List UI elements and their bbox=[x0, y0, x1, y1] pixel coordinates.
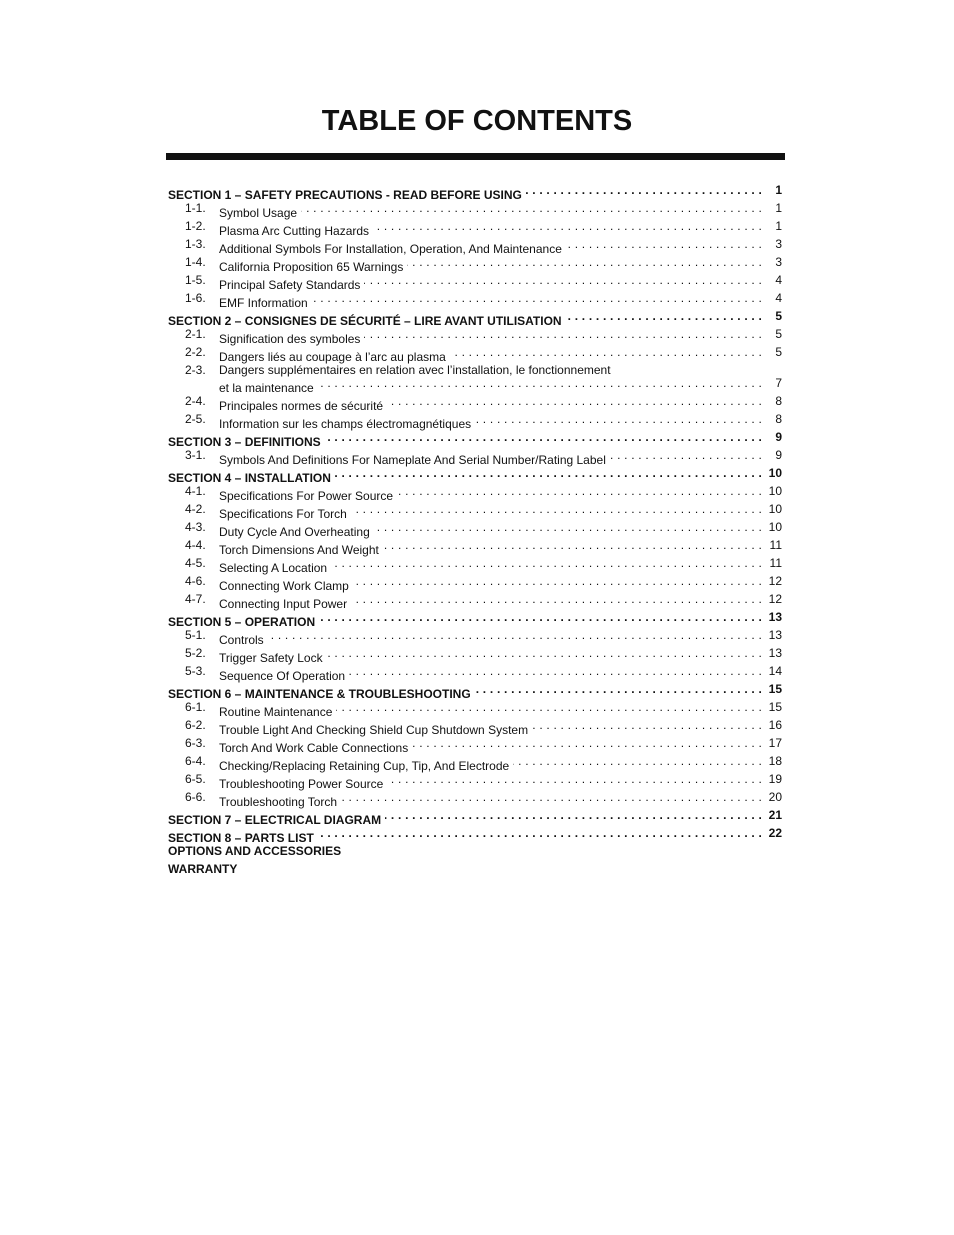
toc-section-entry[interactable] bbox=[168, 860, 782, 878]
toc-page-number: 1 bbox=[775, 201, 782, 215]
dot-leader bbox=[407, 253, 762, 271]
toc-page-number: 9 bbox=[775, 430, 782, 444]
toc-page-number: 9 bbox=[775, 448, 782, 462]
toc-subsection-entry[interactable] bbox=[168, 536, 782, 557]
dot-leader bbox=[364, 271, 762, 289]
toc-entry-number: 6-6. bbox=[185, 790, 206, 804]
toc-page-number: 21 bbox=[768, 808, 782, 822]
toc-entry-number: 1-6. bbox=[185, 291, 206, 305]
dot-leader bbox=[268, 626, 762, 644]
dot-leader bbox=[475, 680, 762, 698]
toc-entry-number: 1-5. bbox=[185, 273, 206, 287]
toc-subsection-entry[interactable] bbox=[168, 734, 782, 755]
toc-entry-label: Routine Maintenance bbox=[219, 703, 336, 721]
dot-leader bbox=[450, 343, 762, 361]
toc-entry-label: Symbols And Definitions For Nameplate And Serial Number/Rating Label bbox=[219, 451, 610, 469]
toc-page-number: 13 bbox=[768, 646, 782, 660]
toc-entry-number: 4-1. bbox=[185, 484, 206, 498]
toc-page-number: 20 bbox=[768, 790, 782, 804]
table-of-contents bbox=[168, 181, 782, 878]
toc-subsection-entry[interactable] bbox=[168, 325, 782, 346]
toc-entry-label: California Proposition 65 Warnings bbox=[219, 258, 407, 276]
toc-page-number: 12 bbox=[768, 574, 782, 588]
toc-entry-number: 4-6. bbox=[185, 574, 206, 588]
toc-page-number: 17 bbox=[768, 736, 782, 750]
toc-entry-number: 5-3. bbox=[185, 664, 206, 678]
toc-page-number: 10 bbox=[768, 484, 782, 498]
toc-page-number: 5 bbox=[775, 327, 782, 341]
dot-leader bbox=[312, 289, 762, 307]
toc-entry-number: 1-3. bbox=[185, 237, 206, 251]
toc-entry-number: 1-1. bbox=[185, 201, 206, 215]
dot-leader bbox=[353, 572, 762, 590]
title-rule bbox=[166, 153, 785, 160]
dot-leader bbox=[349, 662, 762, 680]
dot-leader bbox=[319, 608, 762, 626]
dot-leader bbox=[387, 770, 762, 788]
toc-entry-label: SECTION 2 – CONSIGNES DE SÉCURITÉ – LIRE AVANT UTILISATION bbox=[168, 312, 566, 330]
toc-entry-number: 6-5. bbox=[185, 772, 206, 786]
toc-entry-label-continued: et la maintenance bbox=[219, 379, 318, 397]
toc-page-number: 4 bbox=[775, 273, 782, 287]
toc-entry-label: SECTION 4 – INSTALLATION bbox=[168, 469, 335, 487]
toc-subsection-entry[interactable] bbox=[168, 500, 782, 521]
toc-entry-number: 4-5. bbox=[185, 556, 206, 570]
dot-leader bbox=[387, 392, 762, 410]
toc-page-number: 12 bbox=[768, 592, 782, 606]
dot-leader bbox=[513, 752, 762, 770]
toc-section-entry[interactable] bbox=[168, 428, 782, 449]
toc-page-number: 15 bbox=[768, 682, 782, 696]
toc-page-number: 22 bbox=[768, 826, 782, 840]
toc-page-number: 11 bbox=[769, 538, 782, 552]
toc-entry-label: Selecting A Location bbox=[219, 559, 331, 577]
toc-entry-label: Dangers liés au coupage à l’arc au plasma bbox=[219, 348, 450, 366]
dot-leader bbox=[397, 482, 762, 500]
toc-subsection-entry[interactable] bbox=[168, 626, 782, 647]
toc-entry-label: SECTION 7 – ELECTRICAL DIAGRAM bbox=[168, 811, 385, 829]
toc-subsection-entry[interactable] bbox=[168, 752, 782, 773]
toc-page-number: 5 bbox=[775, 309, 782, 323]
toc-subsection-entry[interactable] bbox=[168, 770, 782, 791]
toc-page-number: 7 bbox=[775, 376, 782, 390]
toc-page-number: 1 bbox=[775, 183, 782, 197]
toc-subsection-entry[interactable] bbox=[168, 343, 782, 364]
toc-entry-label: Duty Cycle And Overheating bbox=[219, 523, 374, 541]
dot-leader bbox=[532, 716, 762, 734]
toc-section-entry[interactable] bbox=[168, 608, 782, 629]
toc-entry-label: Specifications For Power Source bbox=[219, 487, 397, 505]
toc-subsection-entry[interactable] bbox=[168, 590, 782, 611]
toc-entry-label: Troubleshooting Torch bbox=[219, 793, 341, 811]
toc-entry-number: 5-2. bbox=[185, 646, 206, 660]
toc-entry-label: SECTION 6 – MAINTENANCE & TROUBLESHOOTING bbox=[168, 685, 475, 703]
toc-section-entry[interactable] bbox=[168, 806, 782, 827]
toc-entry-label: WARRANTY bbox=[168, 862, 238, 876]
toc-subsection-entry[interactable] bbox=[168, 554, 782, 575]
toc-subsection-entry[interactable] bbox=[168, 572, 782, 593]
toc-page-number: 13 bbox=[768, 610, 782, 624]
toc-subsection-entry[interactable] bbox=[168, 788, 782, 809]
toc-entry-label: Principales normes de sécurité bbox=[219, 397, 387, 415]
toc-page-number: 8 bbox=[775, 394, 782, 408]
toc-entry-label: Additional Symbols For Installation, Operation, And Maintenance bbox=[219, 240, 566, 258]
toc-entry-number: 6-1. bbox=[185, 700, 206, 714]
toc-entry-label: Principal Safety Standards bbox=[219, 276, 364, 294]
toc-entry-label: SECTION 8 – PARTS LIST bbox=[168, 829, 318, 847]
toc-entry-number: 2-2. bbox=[185, 345, 206, 359]
toc-subsection-entry[interactable] bbox=[168, 361, 782, 395]
toc-entry-label: SECTION 5 – OPERATION bbox=[168, 613, 319, 631]
toc-entry-label: Specifications For Torch bbox=[219, 505, 351, 523]
toc-subsection-entry[interactable] bbox=[168, 518, 782, 539]
toc-section-entry[interactable] bbox=[168, 680, 782, 701]
toc-entry-label: Connecting Work Clamp bbox=[219, 577, 353, 595]
toc-entry-number: 4-2. bbox=[185, 502, 206, 516]
toc-page-number: 19 bbox=[768, 772, 782, 786]
toc-entry-label: Sequence Of Operation bbox=[219, 667, 349, 685]
toc-entry-number: 5-1. bbox=[185, 628, 206, 642]
toc-page-number: 8 bbox=[775, 412, 782, 426]
toc-entry-number: 2-4. bbox=[185, 394, 206, 408]
toc-entry-label: Dangers supplémentaires en relation avec l’installation, le fonctionnement bbox=[219, 363, 611, 377]
toc-entry-label: Plasma Arc Cutting Hazards bbox=[219, 222, 373, 240]
toc-section-entry[interactable] bbox=[168, 307, 782, 328]
toc-page-number: 14 bbox=[768, 664, 782, 678]
dot-leader bbox=[566, 307, 762, 325]
toc-page-number: 16 bbox=[768, 718, 782, 732]
toc-subsection-entry[interactable] bbox=[168, 253, 782, 274]
dot-leader bbox=[301, 199, 762, 217]
toc-subsection-entry[interactable] bbox=[168, 199, 782, 220]
dot-leader bbox=[327, 644, 762, 662]
toc-page-number: 3 bbox=[775, 237, 782, 251]
toc-entry-number: 2-3. bbox=[185, 363, 206, 377]
dot-leader bbox=[566, 235, 762, 253]
toc-entry-number: 4-7. bbox=[185, 592, 206, 606]
toc-entry-number: 2-5. bbox=[185, 412, 206, 426]
toc-entry-label: Information sur les champs électromagnétiques bbox=[219, 415, 475, 433]
toc-entry-label: Checking/Replacing Retaining Cup, Tip, And Electrode bbox=[219, 757, 513, 775]
dot-leader bbox=[610, 446, 762, 464]
dot-leader bbox=[318, 374, 762, 392]
toc-entry-label: Controls bbox=[219, 631, 268, 649]
toc-entry-label: Signification des symboles bbox=[219, 330, 364, 348]
dot-leader bbox=[374, 518, 762, 536]
toc-subsection-entry[interactable] bbox=[168, 217, 782, 238]
toc-section-entry[interactable] bbox=[168, 842, 782, 860]
toc-section-entry[interactable] bbox=[168, 464, 782, 485]
dot-leader bbox=[526, 181, 762, 199]
toc-entry-number: 2-1. bbox=[185, 327, 206, 341]
toc-page-number: 3 bbox=[775, 255, 782, 269]
toc-entry-number: 4-3. bbox=[185, 520, 206, 534]
toc-entry-label: EMF Information bbox=[219, 294, 312, 312]
toc-subsection-entry[interactable] bbox=[168, 446, 782, 467]
toc-page-number: 1 bbox=[775, 219, 782, 233]
toc-subsection-entry[interactable] bbox=[168, 698, 782, 719]
toc-subsection-entry[interactable] bbox=[168, 716, 782, 737]
dot-leader bbox=[475, 410, 762, 428]
toc-entry-label: SECTION 3 – DEFINITIONS bbox=[168, 433, 325, 451]
toc-entry-number: 1-4. bbox=[185, 255, 206, 269]
toc-entry-number: 1-2. bbox=[185, 219, 206, 233]
dot-leader bbox=[325, 428, 762, 446]
toc-entry-number: 6-3. bbox=[185, 736, 206, 750]
toc-entry-number: 3-1. bbox=[185, 448, 206, 462]
toc-entry-label: Symbol Usage bbox=[219, 204, 301, 222]
page-title: TABLE OF CONTENTS bbox=[321, 105, 633, 137]
toc-page-number: 13 bbox=[768, 628, 782, 642]
toc-page-number: 11 bbox=[769, 556, 782, 570]
toc-subsection-entry[interactable] bbox=[168, 482, 782, 503]
toc-page-number: 18 bbox=[768, 754, 782, 768]
toc-page-number: 15 bbox=[768, 700, 782, 714]
toc-page-number: 5 bbox=[775, 345, 782, 359]
toc-page-number: 10 bbox=[768, 502, 782, 516]
toc-subsection-entry[interactable] bbox=[168, 392, 782, 413]
toc-subsection-entry[interactable] bbox=[168, 289, 782, 310]
toc-page-number: 10 bbox=[768, 466, 782, 480]
toc-subsection-entry[interactable] bbox=[168, 410, 782, 431]
dot-leader bbox=[341, 788, 762, 806]
toc-entry-label: Torch And Work Cable Connections bbox=[219, 739, 412, 757]
toc-page-number: 10 bbox=[768, 520, 782, 534]
toc-entry-label: OPTIONS AND ACCESSORIES bbox=[168, 844, 342, 858]
toc-entry-number: 4-4. bbox=[185, 538, 206, 552]
dot-leader bbox=[364, 325, 762, 343]
toc-subsection-entry[interactable] bbox=[168, 662, 782, 683]
toc-page-number: 4 bbox=[775, 291, 782, 305]
dot-leader bbox=[351, 500, 762, 518]
dot-leader bbox=[331, 554, 762, 572]
toc-entry-label: SECTION 1 – SAFETY PRECAUTIONS - READ BEFORE USING bbox=[168, 186, 526, 204]
dot-leader bbox=[385, 806, 762, 824]
toc-subsection-entry[interactable] bbox=[168, 644, 782, 665]
toc-entry-label: Troubleshooting Power Source bbox=[219, 775, 387, 793]
toc-entry-label: Connecting Input Power bbox=[219, 595, 351, 613]
dot-leader bbox=[412, 734, 762, 752]
toc-entry-label: Torch Dimensions And Weight bbox=[219, 541, 383, 559]
dot-leader bbox=[318, 824, 762, 842]
toc-entry-number: 6-2. bbox=[185, 718, 206, 732]
toc-entry-label: Trigger Safety Lock bbox=[219, 649, 327, 667]
dot-leader bbox=[383, 536, 762, 554]
toc-subsection-entry[interactable] bbox=[168, 235, 782, 256]
dot-leader bbox=[351, 590, 762, 608]
toc-section-entry[interactable] bbox=[168, 824, 782, 845]
toc-entry-number: 6-4. bbox=[185, 754, 206, 768]
dot-leader bbox=[373, 217, 762, 235]
dot-leader bbox=[335, 464, 762, 482]
dot-leader bbox=[336, 698, 762, 716]
toc-subsection-entry[interactable] bbox=[168, 271, 782, 292]
toc-entry-label: Trouble Light And Checking Shield Cup Shutdown System bbox=[219, 721, 532, 739]
toc-section-entry[interactable] bbox=[168, 181, 782, 202]
